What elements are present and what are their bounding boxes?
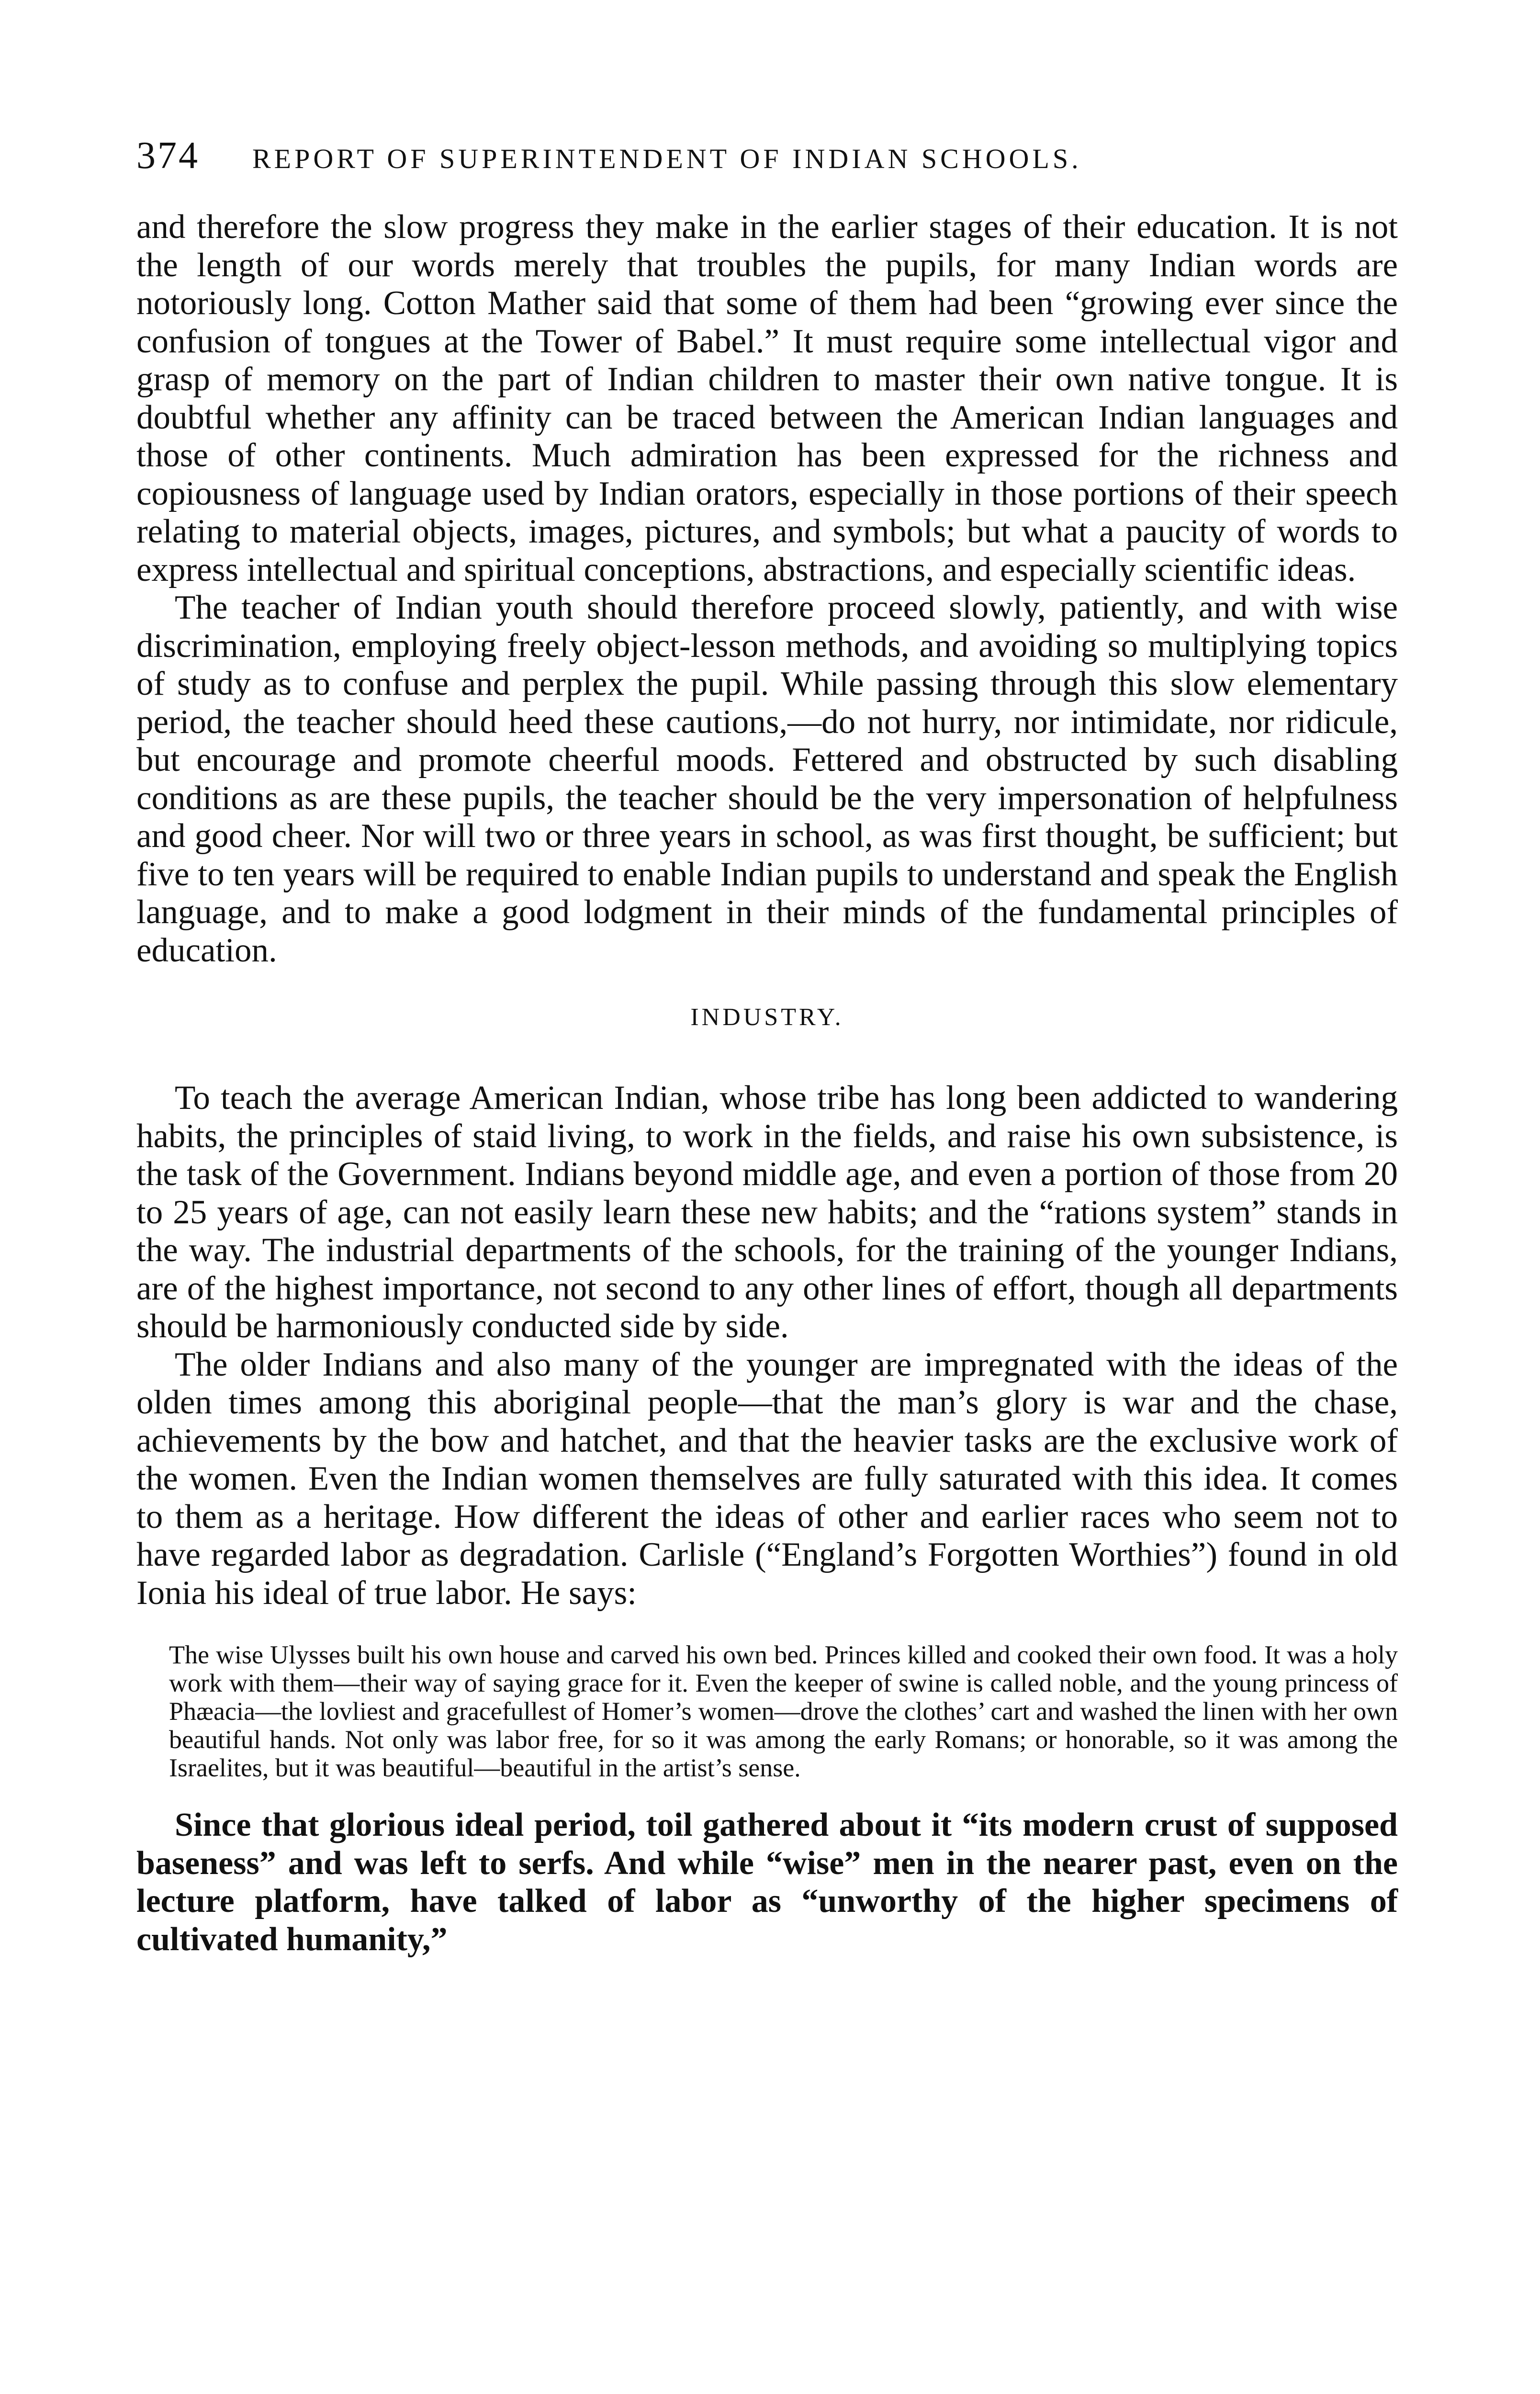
paragraph-teacher: The teacher of Indian youth should therefore proceed slowly, patiently, and with wise discrimination, employing freely object-lesson methods, and avoiding so multiplying topics of study as to confuse and perplex the pupil. While passing through this slow elementary period, the teacher should heed these cautions,—do not hurry, nor intimidate, nor ridicule, but encourage and promote cheerful moods. Fettered and obstructed by such disabling conditions as are these pupils, the teacher should be the very impersonation of helpfulness and good cheer. Nor will two or three years in school, as was first thought, be sufficient; but five to ten years will be required to enable Indian pupils to understand and speak the English language, and to make a good lodgment in their minds of the fundamental principles of education. <box>136 589 1398 969</box>
block-quote: The wise Ulysses built his own house and carved his own bed. Princes killed and cooked their own food. It was a holy work with them—their way of saying grace for it. Even the keeper of swine is called noble, and the young princess of Phæacia—the lovliest and gracefullest of Homer’s women—drove the clothes’ cart and washed the linen with her own beautiful hands. Not only was labor free, for so it was among the early Romans; or honorable, so it was among the Israelites, but it was beautiful—beautiful in the artist’s sense. <box>169 1640 1398 1782</box>
paragraph-since-ideal-period: Since that glorious ideal period, toil gathered about it “its modern crust of supposed baseness” and was left to serfs. And while “wise” men in the nearer past, even on the lecture platform, have talked of labor as “unworthy of the higher specimens of cultivated humanity,” <box>136 1807 1398 1958</box>
page-header <box>136 134 1410 187</box>
body-text <box>136 208 1398 1958</box>
paragraph-industry-intro: To teach the average American Indian, whose tribe has long been addicted to wandering habits, the principles of staid living, to work in the fields, and raise his own subsistence, is the task of the Government. Indians beyond middle age, and even a portion of those from 20 to 25 years of age, can not easily learn these new habits; and the “rations system” stands in the way. The industrial departments of the schools, for the training of the younger Indians, are of the highest importance, not second to any other lines of effort, though all departments should be harmoniously conducted side by side. <box>136 1079 1398 1345</box>
section-heading-industry: INDUSTRY. <box>690 1004 844 1031</box>
paragraph-older-indians: The older Indians and also many of the younger are impregnated with the ideas of the olden times among this aboriginal people—that the man’s glory is war and the chase, achievements by the bow and hatchet, and that the heavier tasks are the exclusive work of the women. Even the Indian women themselves are fully saturated with this idea. It comes to them as a heritage. How different the ideas of other and earlier races who seem not to have regarded labor as degradation. Carlisle (“England’s Forgotten Worthies”) found in old Ionia his ideal of true labor. He says: <box>136 1345 1398 1612</box>
page-number: 374 <box>136 135 200 177</box>
running-head: REPORT OF SUPERINTENDENT OF INDIAN SCHOOLS. <box>252 143 1082 174</box>
paragraph-continued: and therefore the slow progress they make in the earlier stages of their education. It is not the length of our words merely that troubles the pupils, for many Indian words are notoriously long. Cotton Mather said that some of them had been “growing ever since the confusion of tongues at the Tower of Babel.” It must require some intellectual vigor and grasp of memory on the part of Indian children to master their own native tongue. It is doubtful whether any affinity can be traced between the American Indian languages and those of other continents. Much admiration has been expressed for the richness and copiousness of language used by Indian orators, especially in those portions of their speech relating to material objects, images, pictures, and symbols; but what a paucity of words to express intellectual and spiritual conceptions, abstractions, and especially scientific ideas. <box>136 208 1398 588</box>
